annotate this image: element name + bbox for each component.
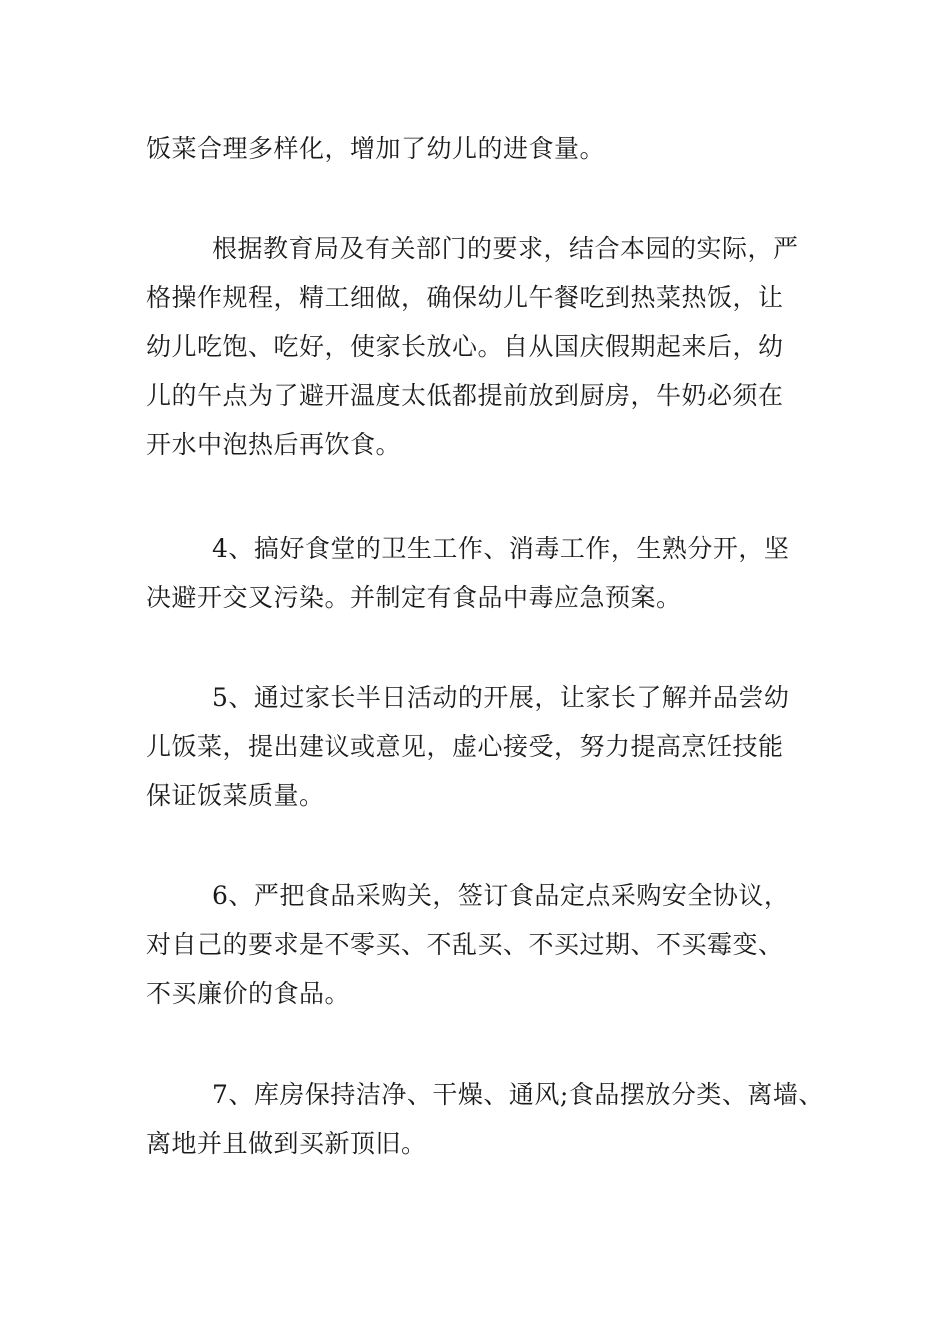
paragraph-line: 饭菜合理多样化，增加了幼儿的进食量。 bbox=[146, 134, 606, 163]
paragraph-item-4 bbox=[146, 524, 826, 622]
paragraph-line: 保证饭菜质量。 bbox=[146, 781, 325, 810]
paragraph-line: 幼儿吃饱、吃好，使家长放心。自从国庆假期起来后，幼 bbox=[146, 332, 784, 361]
paragraph-line: 根据教育局及有关部门的要求，结合本园的实际，严 bbox=[212, 234, 799, 263]
paragraph-item-6 bbox=[146, 871, 826, 1018]
paragraph-line: 对自己的要求是不零买、不乱买、不买过期、不买霉变、 bbox=[146, 930, 784, 959]
paragraph-line: 6、严把食品采购关，签订食品定点采购安全协议， bbox=[212, 881, 790, 910]
paragraph-item-5 bbox=[146, 673, 826, 820]
paragraph-line: 开水中泡热后再饮食。 bbox=[146, 430, 402, 459]
paragraph-line: 儿的午点为了避开温度太低都提前放到厨房，牛奶必须在 bbox=[146, 381, 784, 410]
paragraph-line: 决避开交叉污染。并制定有食品中毒应急预案。 bbox=[146, 583, 682, 612]
paragraph-1 bbox=[146, 124, 826, 173]
paragraph-line: 儿饭菜，提出建议或意见，虚心接受，努力提高烹饪技能 bbox=[146, 732, 784, 761]
paragraph-line: 离地并且做到买新顶旧。 bbox=[146, 1129, 427, 1158]
paragraph-line: 4、搞好食堂的卫生工作、消毒工作，生熟分开，坚 bbox=[212, 534, 790, 563]
paragraph-line: 不买廉价的食品。 bbox=[146, 979, 351, 1008]
paragraph-line: 格操作规程，精工细做，确保幼儿午餐吃到热菜热饭，让 bbox=[146, 283, 784, 312]
paragraph-2 bbox=[146, 224, 826, 469]
paragraph-line: 7、库房保持洁净、干燥、通风;食品摆放分类、离墙、 bbox=[212, 1080, 824, 1109]
paragraph-item-7 bbox=[146, 1070, 826, 1168]
paragraph-line: 5、通过家长半日活动的开展，让家长了解并品尝幼 bbox=[212, 683, 790, 712]
